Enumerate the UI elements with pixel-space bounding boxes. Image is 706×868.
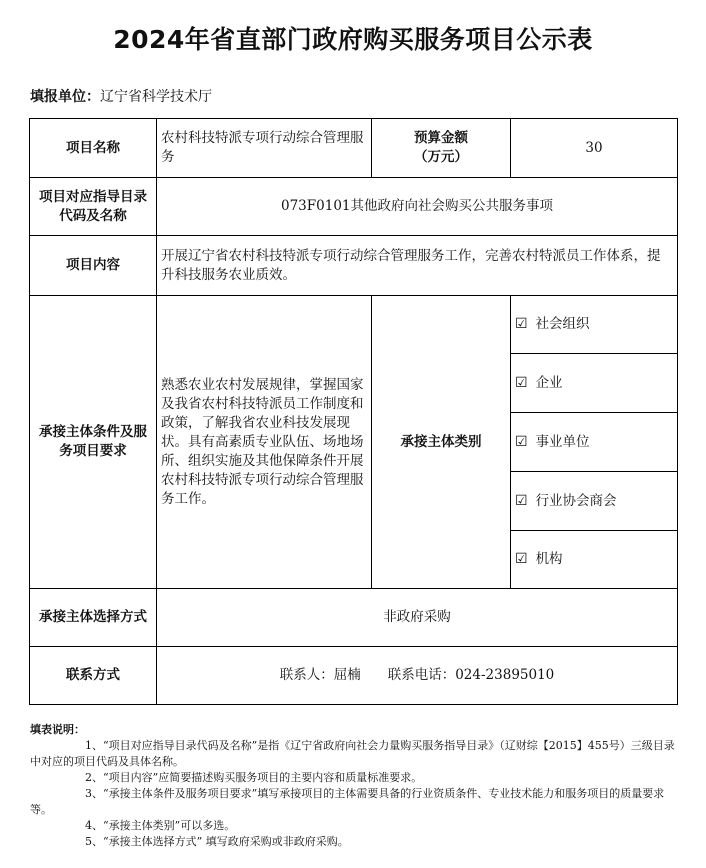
checkbox-checked-icon[interactable]: ☑ xyxy=(515,374,528,391)
category-option-label: 企业 xyxy=(535,374,563,391)
checkbox-checked-icon[interactable]: ☑ xyxy=(515,316,528,332)
catalog-label: 项目对应指导目录代码及名称 xyxy=(29,177,157,236)
checkbox-checked-icon[interactable]: ☑ xyxy=(515,492,528,509)
filler-unit-label: 填报单位： xyxy=(30,89,100,105)
notes-title: 填表说明： xyxy=(30,723,85,736)
checkbox-checked-icon[interactable]: ☑ xyxy=(515,551,528,567)
contact-value: 联系人：屈楠 联系电话：024-23895010 xyxy=(156,646,678,705)
selection-label: 承接主体选择方式 xyxy=(29,588,157,647)
note-item: 5、“承接主体选择方式” 填写政府采购或非政府采购。 xyxy=(85,835,349,848)
page-title: 2024年省直部门政府购买服务项目公示表 xyxy=(113,25,593,54)
requirements-label: 承接主体条件及服务项目要求 xyxy=(29,295,157,589)
filler-unit-value: 辽宁省科学技术厅 xyxy=(100,89,212,105)
category-option[interactable] xyxy=(510,353,678,413)
note-item: 2、“项目内容”应简要描述购买服务项目的主要内容和质量标准要求。 xyxy=(85,771,423,784)
project-form-table xyxy=(29,118,678,705)
project-name-value: 农村科技特派专项行动综合管理服务 xyxy=(156,118,372,178)
budget-value: 30 xyxy=(510,118,678,178)
content-value: 开展辽宁省农村科技特派专项行动综合管理服务工作，完善农村特派员工作体系，提升科技服务农业质效。 xyxy=(156,235,678,296)
contact-label: 联系方式 xyxy=(29,646,157,705)
category-option[interactable] xyxy=(510,412,678,472)
category-option-label: 行业协会商会 xyxy=(535,492,617,509)
content-label: 项目内容 xyxy=(29,235,157,296)
note-item: 4、“承接主体类别”可以多选。 xyxy=(85,819,236,832)
category-option[interactable] xyxy=(510,530,678,589)
note-item: 1、“项目对应指导目录代码及名称”是指《辽宁省政府向社会力量购买服务指导目录》（辽财综【2015】455号）三级目录中对应的项目代码及具体名称。 xyxy=(30,739,675,768)
category-option-label: 事业单位 xyxy=(535,433,590,450)
category-option[interactable] xyxy=(510,295,678,354)
fill-instructions xyxy=(30,722,680,850)
filler-unit xyxy=(30,86,212,106)
note-item: 3、“承接主体条件及服务项目要求”填写承接项目的主体需要具备的行业资质条件、专业技术能力和服务项目的质量要求等。 xyxy=(30,787,665,816)
category-option[interactable] xyxy=(510,471,678,531)
category-label: 承接主体类别 xyxy=(371,295,511,589)
selection-value: 非政府采购 xyxy=(156,588,678,647)
category-option-label: 社会组织 xyxy=(535,316,590,332)
checkbox-checked-icon[interactable]: ☑ xyxy=(515,433,528,450)
project-name-label: 项目名称 xyxy=(29,118,157,178)
budget-label: 预算金额 （万元） xyxy=(371,118,511,178)
catalog-value: 073F0101其他政府向社会购买公共服务事项 xyxy=(156,177,678,236)
category-option-label: 机构 xyxy=(535,551,563,567)
requirements-value: 熟悉农业农村发展规律，掌握国家及我省农村科技特派员工作制度和政策，了解我省农业科技发展现状。具有高素质专业队伍、场地场所、组织实施及其他保障条件开展农村科技特派专项行动综合管理服务工作。 xyxy=(156,295,372,589)
